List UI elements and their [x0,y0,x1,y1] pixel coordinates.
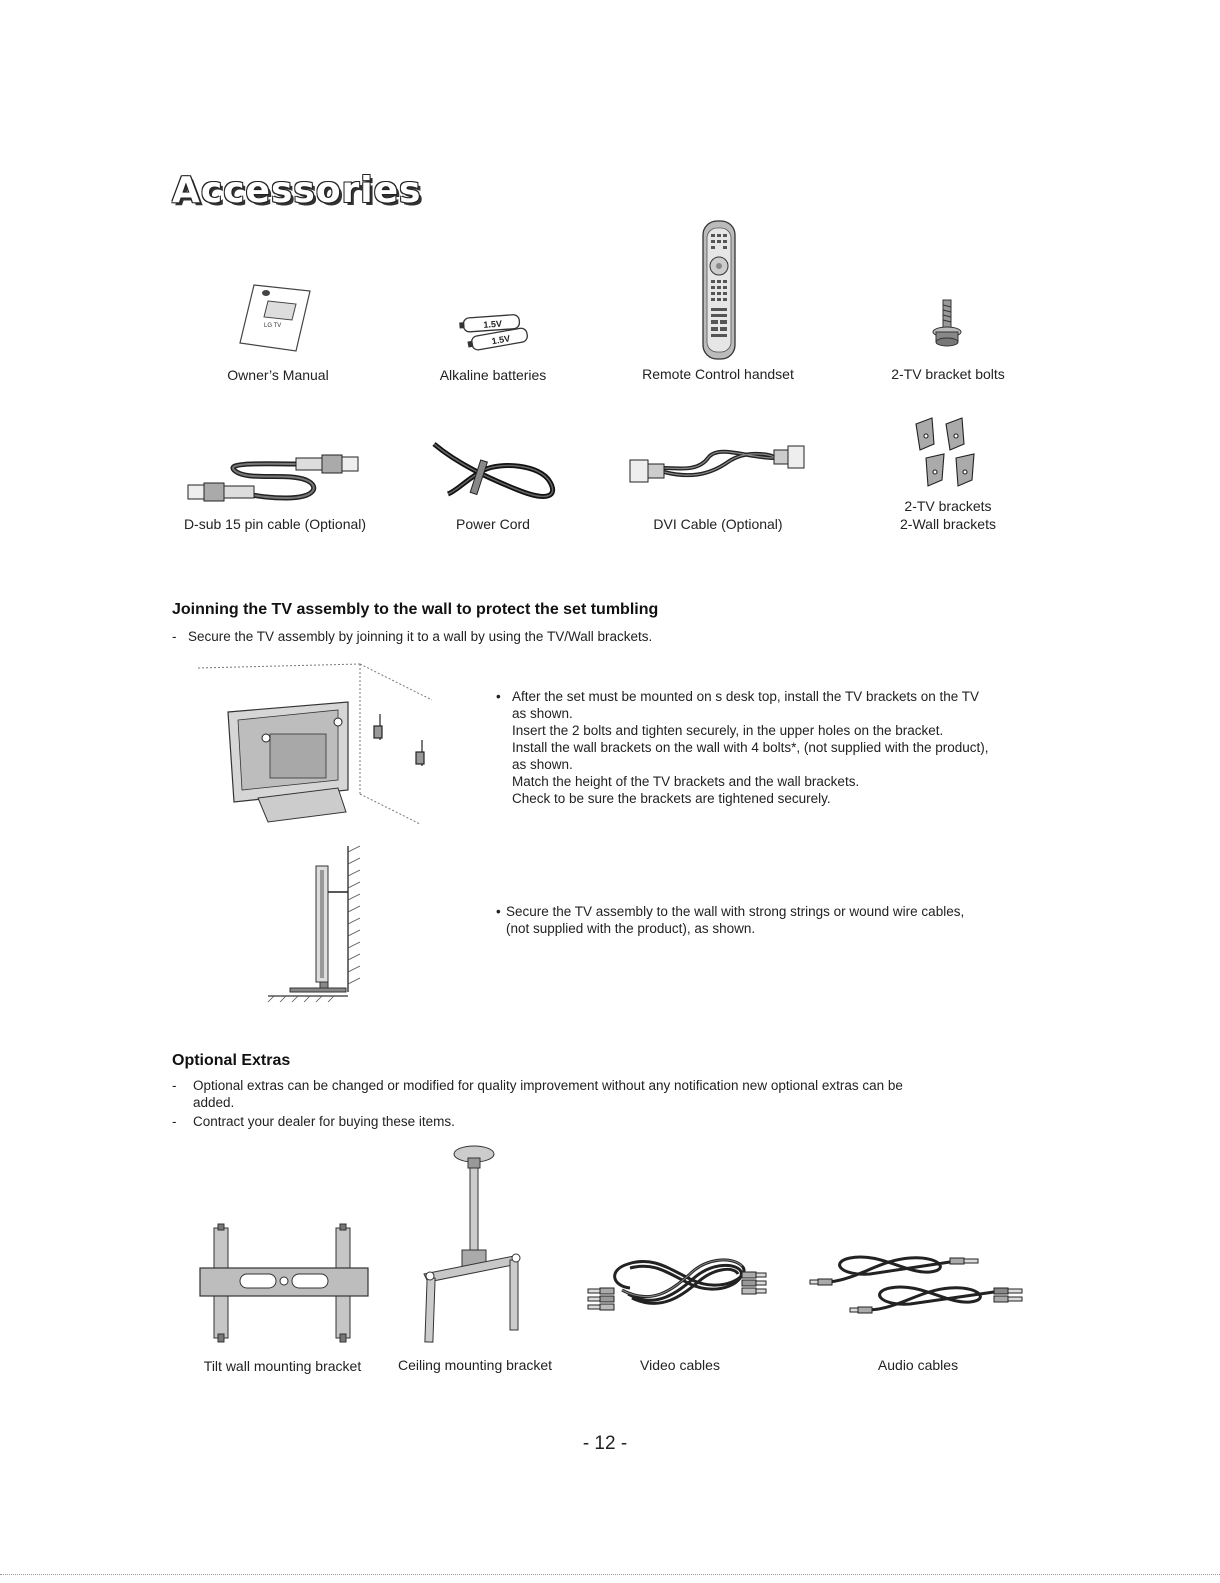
bullet-mark: • [496,904,501,919]
optional-note-2-text: Contract your dealer for buying these items. [193,1114,455,1129]
optional-label-video: Video cables [640,1357,720,1373]
optional-label-tilt: Tilt wall mounting bracket [203,1358,362,1374]
joining-bullet-2 [496,903,1056,937]
bullet1-line-3: Install the wall brackets on the wall with 4 bolts*, (not supplied with the product), [512,740,989,755]
accessory-label-bolts: 2-TV bracket bolts [891,366,1005,382]
accessory-label-dsub: D-sub 15 pin cable (Optional) [183,516,367,532]
bullet1-line-2: Insert the 2 bolts and tighten securely, in the upper holes on the bracket. [512,723,944,738]
power-cord-icon [428,438,558,508]
joining-intro-text: Secure the TV assembly by joinning it to a wall by using the TV/Wall brackets. [188,629,653,644]
accessory-label-wall-brackets: 2-Wall brackets [900,516,996,532]
accessory-label-manual: Owner’s Manual [227,367,329,383]
accessory-label-dvi: DVI Cable (Optional) [653,516,783,532]
dvi-cable-icon [628,438,806,490]
bullet1-line-1: as shown. [512,706,573,721]
page-number: - 12 - [582,1433,628,1454]
bullet2-line-1: (not supplied with the product), as shown. [506,921,756,936]
page-title: Accessories [172,170,422,211]
manual-logo: LG [270,291,279,297]
joining-heading: Joinning the TV assembly to the wall to protect the set tumbling [172,601,659,618]
owners-manual-icon [240,283,312,353]
optional-note-1: - Optional extras can be changed or modified for quality improvement without any notification new optional extras can be added. [172,1077,1052,1111]
dsub-cable-icon [186,452,366,504]
tv-wall-bracket-illustration [198,662,438,828]
bullet1-line-4: as shown. [512,757,573,772]
accessory-label-power-cord: Power Cord [456,516,530,532]
bullet2-line-0: Secure the TV assembly to the wall with strong strings or wound wire cables, [506,904,965,919]
battery-label-2: 1.5V [490,333,511,347]
ceiling-bracket-icon [418,1144,538,1350]
video-cables-icon [582,1250,778,1310]
brackets-icon [912,414,982,494]
bullet1-line-6: Check to be sure the brackets are tightened securely. [512,791,831,806]
optional-note-1-line-2: added. [193,1095,235,1110]
optional-heading: Optional Extras [172,1052,291,1069]
joining-intro: - Secure the TV assembly by joinning it to a wall by using the TV/Wall brackets. [172,629,653,644]
remote-control-icon [702,220,736,360]
bullet-mark: • [496,689,501,704]
audio-cables-icon [810,1248,1030,1320]
bolt-icon [932,300,962,348]
optional-label-ceiling: Ceiling mounting bracket [397,1357,553,1373]
manual-text: LG TV [264,323,282,329]
bullet1-line-0: After the set must be mounted on s desk top, install the TV brackets on the TV [512,689,980,704]
batteries-icon [460,312,532,354]
optional-label-audio: Audio cables [877,1357,959,1373]
accessory-label-batteries: Alkaline batteries [439,367,547,383]
joining-bullet-1 [496,688,1056,807]
accessory-label-tv-brackets: 2-TV brackets [904,498,992,514]
tv-side-view-illustration [268,842,364,1002]
battery-label-1: 1.5V [483,318,503,330]
page-bottom-border [0,1574,1220,1575]
tilt-wall-bracket-icon [198,1222,370,1346]
bullet1-line-5: Match the height of the TV brackets and the wall brackets. [512,774,860,789]
accessory-label-remote: Remote Control handset [642,366,794,382]
optional-note-2: - Contract your dealer for buying these items. [172,1114,455,1129]
optional-note-1-line-1: Optional extras can be changed or modified for quality improvement without any notification new optional extras can be [193,1078,903,1093]
